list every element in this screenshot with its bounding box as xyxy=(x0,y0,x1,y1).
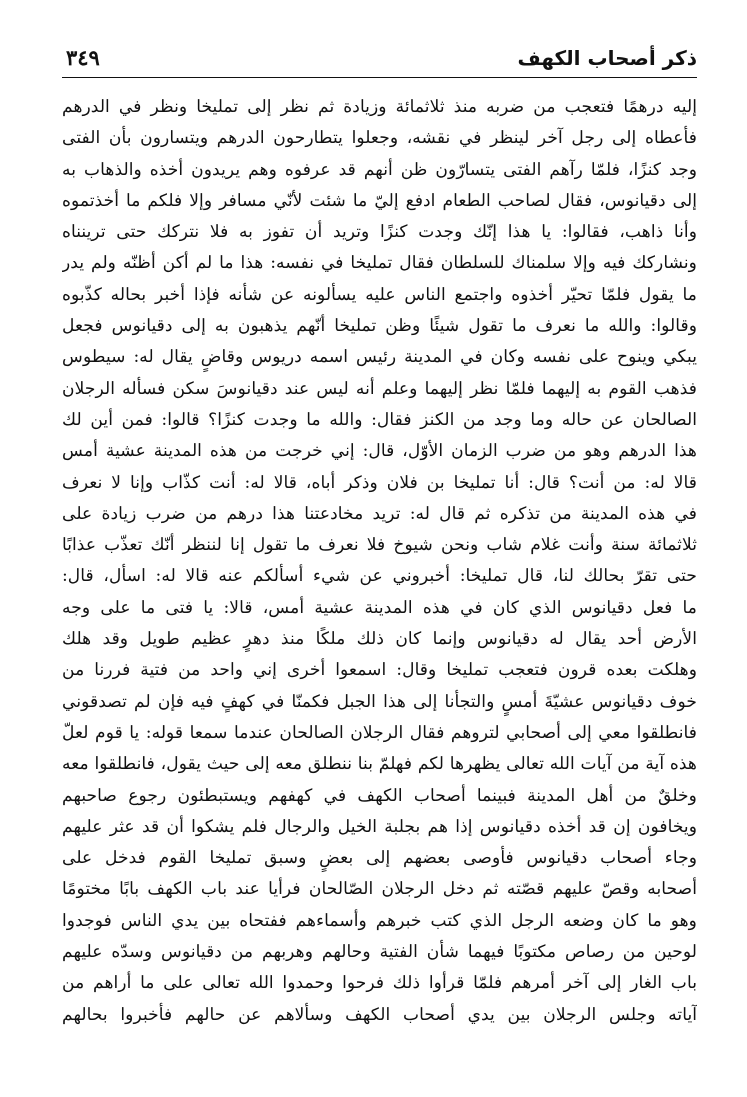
text-line: وجاء أصحاب دقيانوس فأوصى بعضهم إلى بعضٍ وسبق تمليخا القوم فدخل على xyxy=(62,848,697,869)
text-line: خوف دقيانوس عشيّةَ أمسٍ والتجأنا إلى هذا الجبل فكمنّا في كهفٍ فيه فإن لم تصدقوني xyxy=(62,691,697,712)
text-line: ما يقول فلمّا تحيّر أخذوه واجتمع الناس عليه يسألونه عن شأنه فإذا أخبر بحاله كذّبوه xyxy=(62,284,697,305)
text-line: هذه آية من آيات الله تعالى يظهرها لكم فهلمّ بنا ننطلق معه إلى حيث يقول، فانطلقوا معه xyxy=(62,754,697,775)
text-line: وأنا ذاهب، فقالوا: يا هذا إنّك وجدت كنزًا وتريد أن تفوز به فلا نتركك حتى ترينناه xyxy=(62,222,697,243)
text-line: باب الغار إلى آخر أمرهم فلمّا قرأوا ذلك فرحوا وحمدوا الله تعالى على ما أراهم من xyxy=(62,973,697,994)
text-line: أصحابه وقصّ عليهم قصّته ثم دخل الرجلان الصّالحان فرأيا عند باب الكهف بابًا مختومًا xyxy=(62,879,697,900)
text-line: هذا الدرهم وهو من ضرب الزمان الأوّل، قال: إني خرجت من هذه المدينة عشية أمس xyxy=(62,441,697,462)
text-line: الصالحان عن حاله وما وجد من الكنز فقال: والله ما وجدت كنزًا؟ قالوا: فمن أين لك xyxy=(62,409,697,430)
text-line: الأرض أحد يقال له دقيانوس وإنما كان ذلك ملكًا منذ دهرٍ عظيم طويل وقد هلك xyxy=(62,629,697,650)
text-line: ما فعل دقيانوس الذي كان في هذه المدينة عشية أمس، قالا: يا فتى ما على وجه xyxy=(62,597,697,618)
text-line: ونشاركك فيه وإلا سلمناك للسلطان فقال تمليخا في نفسه: هذا ما لم أكن أظنّه ولم يدر xyxy=(62,253,697,274)
text-line: وجد كنزًا، فلمّا رآهم الفتى يتسارّون ظن أنهم قد عرفوه وهم يريدون أخذه والذهاب به xyxy=(62,159,697,180)
text-line: ويخافون إن قد أخذه دقيانوس إذا هم بجلبة الخيل والرجال فلم يشكوا أن قد عثر عليهم xyxy=(62,816,697,837)
text-line: آياته وجلس الرجلان بين يدي أصحاب الكهف وسألاهم عن حالهم فأخبروا بحالهم xyxy=(62,1004,697,1025)
running-title: ذكر أصحاب الكهف xyxy=(517,46,697,70)
page-header xyxy=(62,38,697,74)
text-line: لوحين من رصاص مكتوبًا فيهما شأن الفتية وحالهم وهربهم من دقيانوس وسدّه عليهم xyxy=(62,942,697,963)
text-line: وهو ما كان وضعه الرجل الذي كتب خبرهم وأسماءهم ففتحاه بين يدي الناس فوجدوا xyxy=(62,910,697,931)
text-line: يبكي وينوح على نفسه وكان في المدينة رئيس اسمه دريوس وقاضٍ يقال له: سيطوس xyxy=(62,347,697,368)
text-line: في هذه المدينة من تذكره ثم قال له: تريد مخادعتنا هذا درهم من ضرب زيادة على xyxy=(62,503,697,524)
text-line: قالا له: من أنت؟ قال: أنا تمليخا بن فلان وذكر أباه، قالا له: أنت كذّاب وإنا لا نعرف xyxy=(62,472,697,493)
text-line: وخلقٌ من أهل المدينة فبينما أصحاب الكهف في كهفهم ويستبطئون رجوع صاحبهم xyxy=(62,785,697,806)
text-line: فأعطاه إلى رجل آخر لينظر في نقشه، وجعلوا يتطارحون الدرهم ويتسارون بأن الفتى xyxy=(62,128,697,149)
text-line: فانطلقوا معي إلى أصحابي لتروهم فقال الرجلان الصالحان عندما سمعا قوله: يا قوم لعلّ xyxy=(62,722,697,743)
text-line: إلى دقيانوس، فقال لصاحب الطعام ادفع إليّ ما شئت لأنّي مسافر وإلا فلكم ما أخذتموه xyxy=(62,190,697,211)
text-line: حتى تقرّ بحالك لنا، قال تمليخا: أخبروني عن شيء أسألكم عنه قالا له: اسأل، قال: xyxy=(62,566,697,587)
header-rule xyxy=(62,77,697,78)
text-line: فذهب القوم به إليهما فلمّا نظر إليهما وعلم أنه ليس عند دقيانوسَ سكن فسأله الرجلان xyxy=(62,378,697,399)
page-number: ٣٤٩ xyxy=(66,45,100,70)
text-line: ثلاثمائة سنة وأنت غلام شاب ونحن شيوخ فلا نعرف ما تقول إنا لننظر أنّك تعذّب عذابًا xyxy=(62,535,697,556)
text-line: وقالوا: والله ما نعرف ما تقول شيئًا وظن تمليخا أنّهم يذهبون به إلى دقيانوس فجعل xyxy=(62,316,697,337)
body-text xyxy=(62,92,697,1031)
text-line: إليه درهمًا فتعجب من ضربه منذ ثلاثمائة وزيادة ثم نظر إلى تمليخا ونظر في الدرهم xyxy=(62,97,697,117)
text-line: وهلكت بعده قرون فتعجب تمليخا وقال: اسمعوا أخرى إني واحد من فتية فررنا من xyxy=(62,660,697,681)
